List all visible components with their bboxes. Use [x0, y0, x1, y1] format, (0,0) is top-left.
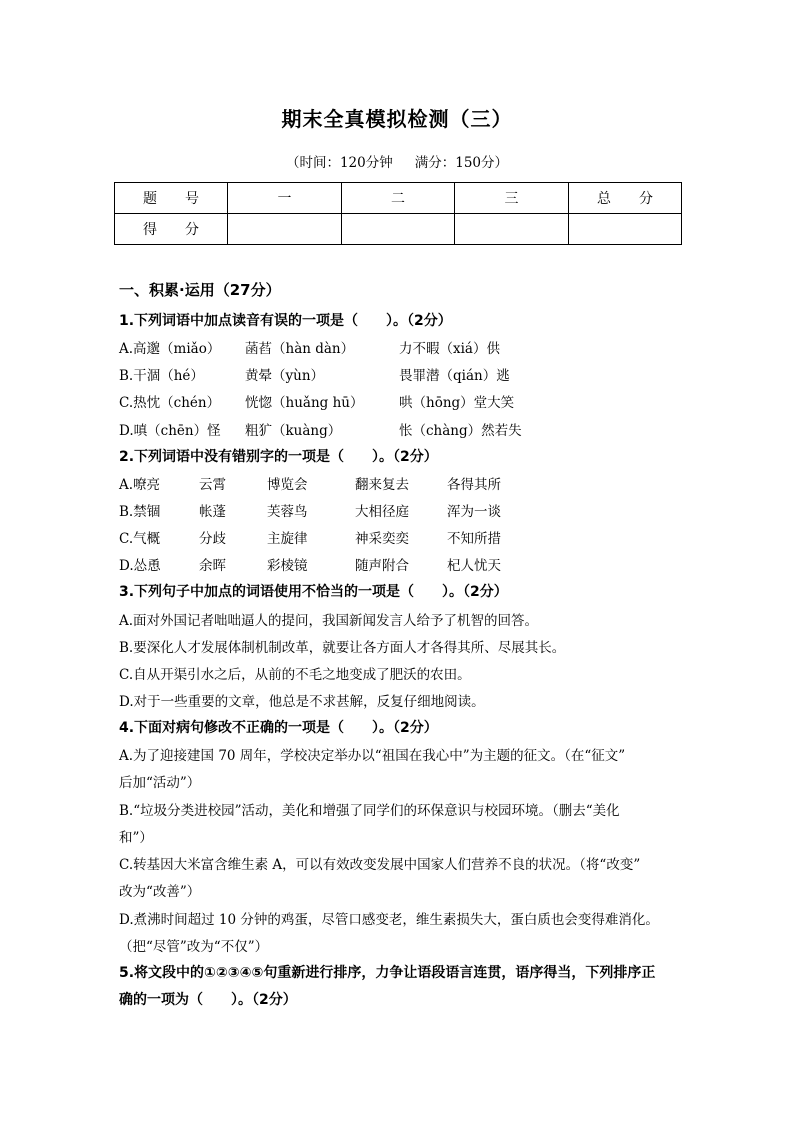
score-row-label: 得 分 — [115, 214, 228, 245]
question-5-stem-cont: 确的一项为（ ）。（2分） — [119, 992, 297, 1008]
question-3-option-d: D.对于一些重要的文章，他总是不求甚解，反复仔细地阅读。 — [119, 694, 485, 710]
question-1-stem: 1.下列词语中加点读音有误的一项是（ ）。（2分） — [119, 313, 452, 329]
score-table-header-row — [115, 183, 682, 214]
header-cell-question-number: 题 号 — [115, 183, 228, 214]
section-heading: 一、积累·运用（27分） — [119, 281, 281, 299]
header-cell-part-3: 三 — [455, 183, 569, 214]
question-2-option-d: D.怂恿 余晖 彩棱镜 随声附合 杞人忧天 — [119, 558, 501, 574]
question-1-option-a: A.高邈（miǎo） 菡萏（hàn dàn） 力不暇（xiá）供 — [119, 341, 500, 357]
question-2-option-b: B.禁锢 帐蓬 芙蓉鸟 大相径庭 浑为一谈 — [119, 504, 501, 520]
question-4-option-d: D.煮沸时间超过 10 分钟的鸡蛋，尽管口感变老，维生素损失大，蛋白质也会变得难消化。 — [119, 912, 659, 928]
score-cell-total[interactable] — [569, 214, 682, 245]
question-3-option-c: C.自从开渠引水之后，从前的不毛之地变成了肥沃的农田。 — [119, 667, 471, 683]
exam-info — [0, 151, 794, 171]
question-3-option-b: B.要深化人才发展体制机制改革，就要让各方面人才各得其所、尽展其长。 — [119, 640, 566, 656]
header-cell-part-1: 一 — [228, 183, 342, 214]
question-4-option-a-cont: 后加“活动”） — [119, 775, 201, 791]
question-2-option-a: A.嘹亮 云霄 博览会 翻来复去 各得其所 — [119, 477, 501, 493]
score-cell-part-1[interactable] — [228, 214, 342, 245]
score-cell-part-2[interactable] — [342, 214, 455, 245]
question-4-option-c-cont: 改为“改善”） — [119, 884, 201, 900]
question-4-stem: 4.下面对病句修改不正确的一项是（ ）。（2分） — [119, 720, 438, 736]
question-4-option-b: B.“垃圾分类进校园”活动，美化和增强了同学们的环保意识与校园环境。（删去“美化 — [119, 803, 620, 819]
question-1-option-c: C.热忱（chén） 恍惚（huǎng hū） 哄（hōng）堂大笑 — [119, 395, 515, 411]
exam-time: （时间：120分钟 — [285, 155, 393, 171]
page-title: 期末全真模拟检测（三） — [281, 107, 513, 131]
score-table-score-row — [115, 214, 682, 245]
question-2-stem: 2.下列词语中没有错别字的一项是（ ）。（2分） — [119, 449, 438, 465]
question-2-option-c: C.气概 分歧 主旋律 神采奕奕 不知所措 — [119, 531, 501, 547]
question-1-option-d: D.嗔（chēn）怪 粗犷（kuàng） 怅（chàng）然若失 — [119, 423, 522, 439]
question-4-option-b-cont: 和”） — [119, 830, 153, 846]
exam-full-score: 满分：150分） — [414, 155, 509, 171]
question-1-option-b: B.干涸（hé） 黄晕（yùn） 畏罪潜（qián）逃 — [119, 368, 510, 384]
question-5-stem: 5.将文段中的①②③④⑤句重新进行排序，力争让语段语言连贯，语序得当，下列排序正 — [119, 965, 656, 981]
header-cell-total: 总 分 — [569, 183, 682, 214]
score-table — [114, 182, 682, 245]
question-4-option-d-cont: （把“尽管”改为“不仅”） — [119, 939, 269, 955]
score-cell-part-3[interactable] — [455, 214, 569, 245]
question-4-option-c: C.转基因大米富含维生素 A，可以有效改变发展中国家人们营养不良的状况。（将“改变” — [119, 857, 641, 873]
question-3-option-a: A.面对外国记者咄咄逼人的提问，我国新闻发言人给予了机智的回答。 — [119, 613, 539, 629]
question-4-option-a: A.为了迎接建国 70 周年，学校决定举办以“祖国在我心中”为主题的征文。（在“征文” — [119, 748, 626, 764]
header-cell-part-2: 二 — [342, 183, 455, 214]
question-3-stem: 3.下列句子中加点的词语使用不恰当的一项是（ ）。（2分） — [119, 584, 508, 600]
